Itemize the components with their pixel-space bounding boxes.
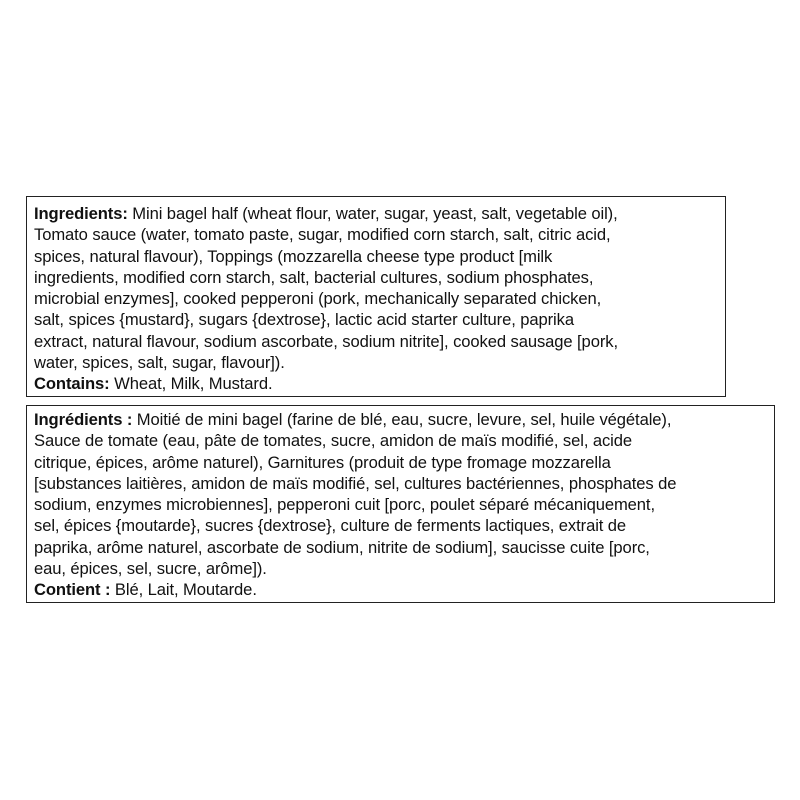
french-ingredients-box [26,405,775,603]
ingredients-line [34,409,768,430]
ingredients-line: microbial enzymes], cooked pepperoni (pork, mechanically separated chicken, [34,289,602,309]
ingredients-line: spices, natural flavour), Toppings (mozzarella cheese type product [milk [34,246,553,266]
ingredients-line [34,203,719,224]
ingredients-line: ingredients, modified corn starch, salt, bacterial cultures, sodium phosphates, [34,267,594,287]
contains-label: Contient : [34,580,111,600]
ingredients-text: Mini bagel half (wheat flour, water, sugar, yeast, salt, vegetable oil), [127,204,618,223]
ingredients-line: water, spices, salt, sugar, flavour]). [34,353,285,373]
ingredients-line: sel, épices {moutarde}, sucres {dextrose}, culture de ferments lactiques, extrait de [34,516,627,536]
contains-label: Contains: [34,374,110,394]
english-ingredients-box [26,196,726,397]
contains-line [34,579,768,600]
ingredients-text: Moitié de mini bagel (farine de blé, eau, sucre, levure, sel, huile végétale), [132,410,672,429]
ingredients-line: sodium, enzymes microbiennes], pepperoni cuit [porc, poulet séparé mécaniquement, [34,495,655,515]
contains-text: Wheat, Milk, Mustard. [109,374,273,394]
ingredients-line: paprika, arôme naturel, ascorbate de sodium, nitrite de sodium], saucisse cuite [porc, [34,537,650,557]
contains-text: Blé, Lait, Moutarde. [110,580,257,600]
ingredients-line: salt, spices {mustard}, sugars {dextrose}, lactic acid starter culture, paprika [34,310,574,330]
ingredients-line: Tomato sauce (water, tomato paste, sugar, modified corn starch, salt, citric acid, [34,225,611,245]
ingredients-heading: Ingrédients : [34,410,133,429]
contains-line [34,373,719,394]
ingredients-heading: Ingredients: [34,204,128,223]
ingredients-line: [substances laitières, amidon de maïs modifié, sel, cultures bactériennes, phosphates de [34,473,677,493]
ingredients-line: eau, épices, sel, sucre, arôme]). [34,559,267,579]
ingredients-line: Sauce de tomate (eau, pâte de tomates, sucre, amidon de maïs modifié, sel, acide [34,431,633,451]
ingredients-line: citrique, épices, arôme naturel), Garnitures (produit de type fromage mozzarella [34,452,611,472]
ingredients-line: extract, natural flavour, sodium ascorbate, sodium nitrite], cooked sausage [pork, [34,331,618,351]
